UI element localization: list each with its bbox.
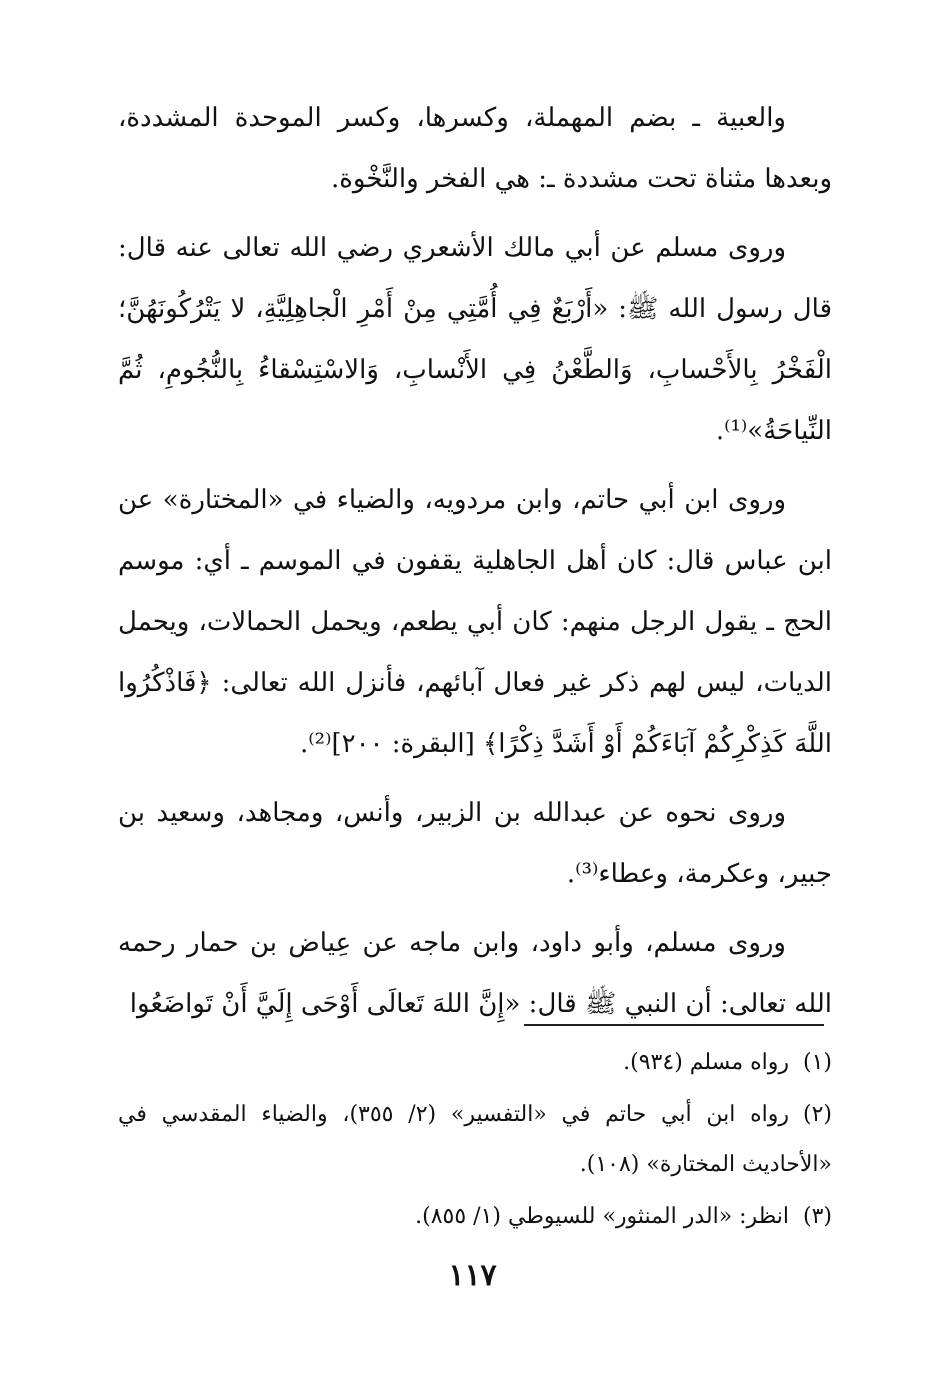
main-text — [118, 88, 832, 1043]
footnote-text: رواه ابن أبي حاتم في «التفسير» (٢/ ٣٥٥)، والضياء المقدسي في «الأحاديث المختارة» (١٠٨). — [118, 1102, 832, 1177]
footnote-separator — [524, 1024, 824, 1026]
footnotes — [118, 1038, 832, 1244]
page-number: ١١٧ — [448, 1258, 497, 1293]
paragraph: والعبية ـ بضم المهملة، وكسرها، وكسر الموحدة المشددة، وبعدها مثناة تحت مشددة ـ: هي الفخر والنَّخْوة. — [118, 103, 832, 194]
paragraph: وروى مسلم، وأبو داود، وابن ماجه عن عِياض بن حمار رحمه الله تعالى: أن النبي ﷺ قال: «إِنَّ اللهَ تَعالَى أَوْحَى إِلَيَّ أَنْ تَواضَعُوا — [118, 928, 832, 1019]
footnote-item — [118, 1038, 832, 1088]
footnote-item — [118, 1090, 832, 1190]
footnote-number: (٣) — [802, 1204, 832, 1229]
footnote-number: (٢) — [803, 1102, 833, 1127]
footnote-text: رواه مسلم (٩٣٤). — [623, 1050, 789, 1075]
paragraph: وروى نحوه عن عبدالله بن الزبير، وأنس، ومجاهد، وسعيد بن جبير، وعكرمة، وعطاء⁽³⁾. — [118, 798, 832, 889]
footnote-number: (١) — [802, 1050, 832, 1075]
footnote-item — [118, 1192, 832, 1242]
paragraph: وروى ابن أبي حاتم، وابن مردويه، والضياء في «المختارة» عن ابن عباس قال: كان أهل الجاهلية يقفون في الموسم ـ أي: موسم الحج ـ يقول الرجل منهم: كان أبي يطعم، ويحمل الحمالات، ويحمل الديات، ليس لهم ذكر غير فعال آبائهم، فأنزل الله تعالى: ﴿فَاذْكُرُوا اللَّهَ كَذِكْرِكُمْ آبَاءَكُمْ أَوْ أَشَدَّ ذِكْرًا﴾ [البقرة: ٢٠٠]⁽²⁾. — [118, 485, 832, 759]
paragraph: وروى مسلم عن أبي مالك الأشعري رضي الله تعالى عنه قال: قال رسول الله ﷺ: «أَرْبَعٌ فِي أُمَّتِي مِنْ أَمْرِ الْجاهِلِيَّةِ، لا يَتْرُكُونَهُنَّ؛ الْفَخْرُ بِالأَحْسابِ، وَالطَّعْنُ فِي الأَنْسابِ، وَالاسْتِسْقاءُ بِالنُّجُومِ، ثُمَّ النِّياحَةُ»⁽¹⁾. — [118, 233, 832, 446]
footnote-text: انظر: «الدر المنثور» للسيوطي (١/ ٨٥٥). — [415, 1204, 789, 1229]
